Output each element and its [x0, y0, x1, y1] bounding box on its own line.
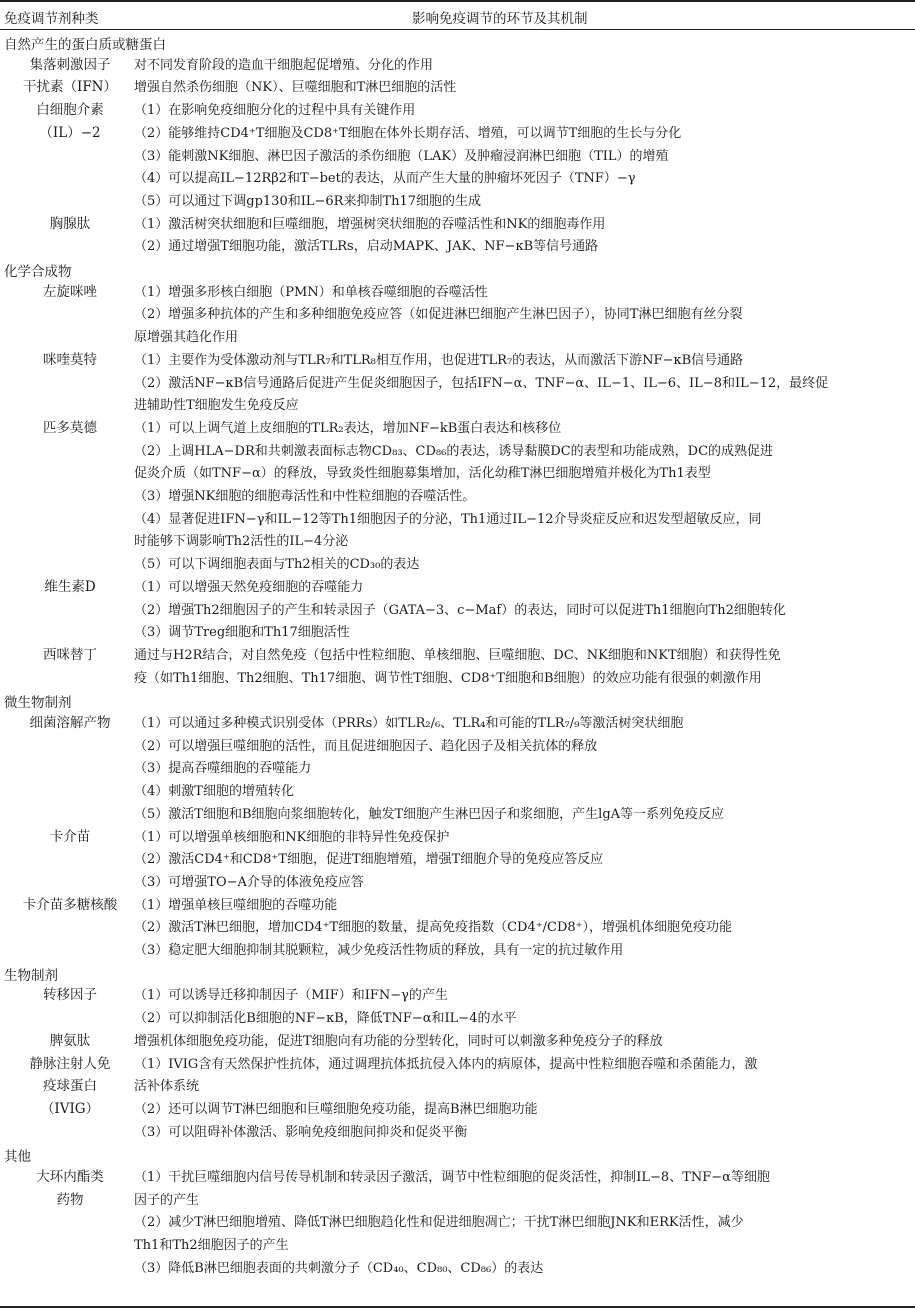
mechanism-line: Th1和Th2细胞因子的产生 — [134, 1238, 289, 1254]
mechanism-line: （2）激活CD4⁺和CD8⁺T细胞，促进T细胞增殖，增强T细胞介导的免疫应答反应 — [134, 852, 604, 868]
mechanism-line: 时能够下调影响Th2活性的IL−4分泌 — [134, 534, 349, 550]
mechanism-line: （2）通过增强T细胞功能，激活TLRs，启动MAPK、JAK、NF−κB等信号通路 — [134, 239, 599, 255]
mechanism-line: （1）激活树突状细胞和巨噬细胞，增强树突状细胞的吞噬活性和NK的细胞毒作用 — [134, 216, 606, 232]
mechanism-line: 原增强其趋化作用 — [134, 330, 239, 346]
section-title: 化学合成物 — [4, 264, 72, 280]
mechanism-line: （4）显著促进IFN−γ和IL−12等Th1细胞因子的分泌，Th1通过IL−12介导炎症反应和迟发型超敏反应，同 — [134, 511, 762, 527]
mechanism-line: （4）可以提高IL−12Rβ2和T−bet的表达，从而产生大量的肿瘤坏死因子（TNF）−γ — [134, 171, 636, 187]
mechanism-line: （2）能够维持CD4⁺T细胞及CD8⁺T细胞在体外长期存活、增殖，可以调节T细胞的生长与分化 — [134, 125, 682, 141]
agent-name: 卡介苗多糖核酸 — [22, 896, 118, 913]
mechanism-line: （2）激活T淋巴细胞，增加CD4⁺T细胞的数量，提高免疫指数（CD4⁺/CD8⁺），增强机体细胞免疫功能 — [134, 920, 733, 936]
mechanism-line: 疫（如Th1细胞、Th2细胞、Th17细胞、调节性T细胞、CD8⁺T细胞和B细胞）的效应功能有很强的刺激作用 — [134, 670, 762, 686]
agent-name: 静脉注射人免 — [29, 1055, 111, 1072]
mechanism-line: （1）可以上调气道上皮细胞的TLR₂表达，增加NF−kB蛋白表达和核移位 — [134, 420, 562, 436]
agent-name: 卡介苗 — [49, 828, 91, 845]
mechanism-line: （2）增强Th2细胞因子的产生和转录因子（GATA−3、c−Maf）的表达，同时可以促进Th1细胞向Th2细胞转化 — [134, 602, 786, 618]
section-title: 生物制剂 — [4, 967, 58, 984]
agent-name: 左旋咪唑 — [43, 283, 97, 300]
mechanism-line: （3）可增强TO−A介导的体液免疫应答 — [134, 874, 364, 890]
mechanism-line: （2）还可以调节T淋巴细胞和巨噬细胞免疫功能，提高B淋巴细胞功能 — [134, 1101, 538, 1117]
mechanism-line: （2）可以抑制活化B细胞的NF−κB，降低TNF−α和IL−4的水平 — [134, 1011, 517, 1027]
mechanism-line: （5）激活T细胞和B细胞向浆细胞转化，触发T细胞产生淋巴因子和浆细胞，产生lgA等一系列免疫反应 — [134, 806, 725, 822]
mechanism-line: 促炎介质（如TNF−α）的释放，导致炎性细胞募集增加，活化幼稚T淋巴细胞增殖并极化为Th1表型 — [134, 466, 711, 482]
mechanism-line: （5）可以下调细胞表面与Th2相关的CD₃₀的表达 — [134, 557, 420, 573]
table-bottom-rule — [0, 1306, 915, 1308]
mechanism-line: 增强机体细胞免疫功能，促进T细胞向有功能的分型转化，同时可以刺激多种免疫分子的释放 — [134, 1033, 663, 1049]
mechanism-line: 活补体系统 — [134, 1079, 200, 1095]
agent-name: 咪喹莫特 — [43, 351, 97, 368]
agent-name: 集落刺激因子 — [29, 56, 111, 73]
mechanism-line: （4）刺激T细胞的增殖转化 — [134, 784, 294, 800]
agent-name: 干扰素（IFN） — [22, 79, 117, 96]
section-title: 其他 — [4, 1149, 31, 1166]
section-title: 微生物制剂 — [4, 695, 72, 712]
mechanism-line: （1）可以通过多种模式识别受体（PRRs）如TLR₂/₆、TLR₄和可能的TLR₇/₉等激活树突状细胞 — [134, 716, 684, 731]
agent-name: 转移因子 — [43, 987, 97, 1004]
agent-name: 细菌溶解产物 — [29, 715, 111, 731]
mechanism-line: （2）上调HLA−DR和共刺激表面标志物CD₈₃、CD₈₆的表达，诱导黏膜DC的表型和功能成熟，DC的成熟促进 — [134, 443, 774, 459]
mechanism-line: 因子的产生 — [134, 1192, 200, 1208]
agent-name-cont: 药物 — [56, 1191, 84, 1208]
mechanism-line: 对不同发育阶段的造血干细胞起促增殖、分化的作用 — [134, 57, 434, 73]
header-col-agent-type: 免疫调节剂种类 — [4, 11, 99, 27]
mechanism-line: （1）在影响免疫细胞分化的过程中具有关键作用 — [134, 103, 416, 119]
mechanism-line: （1）干扰巨噬细胞内信号传导机制和转录因子激活，调节中性粒细胞的促炎活性，抑制IL−8、TNF−α等细胞 — [134, 1170, 770, 1185]
mechanism-line: （2）减少T淋巴细胞增殖、降低T淋巴细胞趋化性和促进细胞凋亡；干扰T淋巴细胞JNK和ERK活性，减少 — [134, 1215, 744, 1231]
mechanism-line: （1）可以诱导迁移抑制因子（MIF）和IFN−γ的产生 — [134, 988, 448, 1004]
agent-name: 白细胞介素 — [36, 102, 104, 119]
mechanism-line: （2）增强多种抗体的产生和多种细胞免疫应答（如促进淋巴细胞产生淋巴因子），协同T淋巴细胞有丝分裂 — [134, 307, 743, 323]
agent-name: 维生素D — [44, 578, 96, 595]
mechanism-line: （2）激活NF−κB信号通路后促进产生促炎细胞因子，包括IFN−α、TNF−α、IL−1、IL−6、IL−8和IL−12，最终促 — [134, 375, 829, 391]
mechanism-line: 进辅助性T细胞发生免疫反应 — [134, 398, 299, 414]
agent-name-cont: （IVIG） — [40, 1100, 100, 1117]
mechanism-line: （1）增强多形核白细胞（PMN）和单核吞噬细胞的吞噬活性 — [134, 284, 488, 300]
mechanism-line: （3）降低B淋巴细胞表面的共刺激分子（CD₄₀、CD₈₀、CD₈₆）的表达 — [134, 1260, 544, 1276]
mechanism-line: （5）可以通过下调gp130和IL−6R来抑制Th17细胞的生成 — [134, 193, 482, 209]
mechanism-line: （3）提高吞噬细胞的吞噬能力 — [134, 761, 312, 777]
mechanism-line: （1）IVIG含有天然保护性抗体，通过调理抗体抵抗侵入体内的病原体，提高中性粒细胞吞噬和杀菌能力，激 — [134, 1056, 758, 1072]
section-title: 自然产生的蛋白质或糖蛋白 — [4, 37, 166, 53]
mechanism-line: （1）可以增强单核细胞和NK细胞的非特异性免疫保护 — [134, 829, 450, 845]
mechanism-line: （3）稳定肥大细胞抑制其脱颗粒，减少免疫活性物质的释放，具有一定的抗过敏作用 — [134, 943, 624, 958]
mechanism-line: （3）增强NK细胞的细胞毒活性和中性粒细胞的吞噬活性。 — [134, 489, 476, 504]
mechanism-line: （1）增强单核巨噬细胞的吞噬功能 — [134, 897, 338, 913]
agent-name: 西咪替丁 — [43, 646, 97, 663]
mechanism-line: （2）可以增强巨噬细胞的活性，而且促进细胞因子、趋化因子及相关抗体的释放 — [134, 738, 598, 754]
table-header — [0, 0, 915, 30]
mechanism-line: 通过与H2R结合，对自然免疫（包括中性粒细胞、单核细胞、巨噬细胞、DC、NK细胞和NKT细胞）和获得性免 — [134, 647, 781, 663]
agent-name-cont: 疫球蛋白 — [43, 1078, 97, 1095]
mechanism-line: （3）可以阻碍补体激活、影响免疫细胞间抑炎和促炎平衡 — [134, 1124, 468, 1140]
agent-name: 脾氨肽 — [49, 1032, 91, 1049]
mechanism-line: （1）可以增强天然免疫细胞的吞噬能力 — [134, 579, 364, 595]
header-col-mechanism: 影响免疫调节的环节及其机制 — [412, 11, 588, 27]
agent-name-cont: （IL）−2 — [39, 124, 101, 141]
mechanism-line: （3）调节Treg细胞和Th17细胞活性 — [134, 625, 350, 641]
agent-name: 匹多莫德 — [43, 419, 97, 436]
mechanism-line: （3）能刺激NK细胞、淋巴因子激活的杀伤细胞（LAK）及肿瘤浸润淋巴细胞（TIL）的增殖 — [134, 148, 669, 164]
mechanism-line: 增强自然杀伤细胞（NK）、巨噬细胞和T淋巴细胞的活性 — [134, 80, 457, 96]
agent-name: 大环内酯类 — [36, 1169, 104, 1185]
mechanism-line: （1）主要作为受体激动剂与TLR₇和TLR₈相互作用，也促进TLR₇的表达，从而激活下游NF−κB信号通路 — [134, 352, 744, 368]
agent-name: 胸腺肽 — [49, 215, 91, 232]
